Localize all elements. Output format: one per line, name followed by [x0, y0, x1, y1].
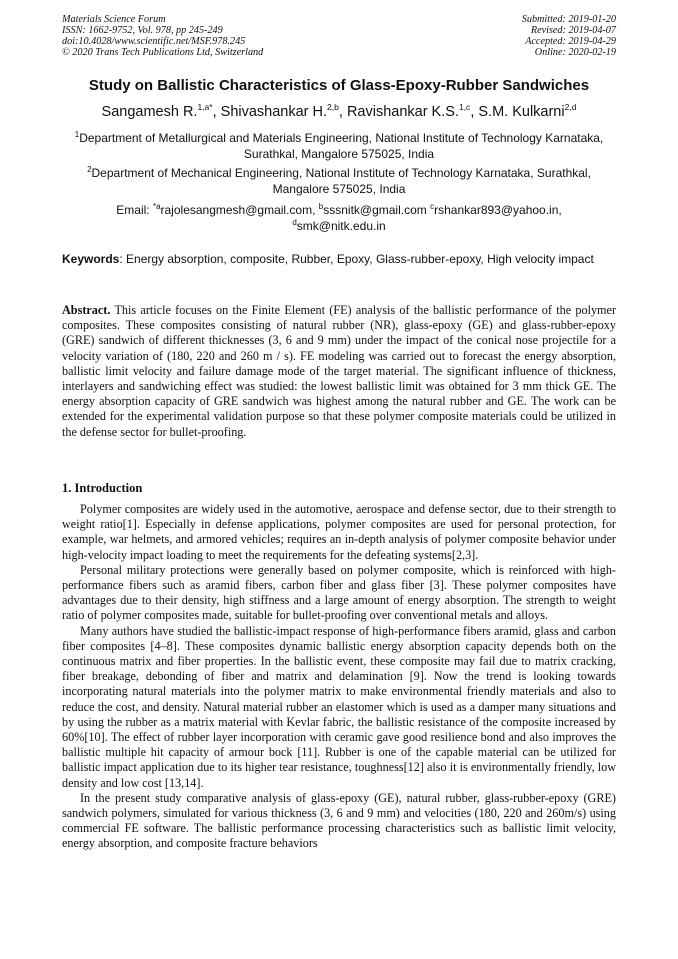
- author-affil-mark: 2,d: [564, 102, 577, 113]
- abstract: [62, 303, 616, 440]
- keywords-text: : Energy absorption, composite, Rubber, Epoxy, Glass-rubber-epoxy, High velocity impact: [119, 252, 594, 266]
- journal-info: [62, 14, 263, 58]
- email-block: [62, 203, 616, 234]
- journal-copyright: © 2020 Trans Tech Publications Ltd, Switzerland: [62, 47, 264, 58]
- email-mark: d: [292, 217, 297, 227]
- keywords-label: Keywords: [62, 252, 120, 266]
- author-affil-mark: 1,c: [458, 102, 471, 113]
- abstract-text: This article focuses on the Finite Element (FE) analysis of the ballistic performance of the polymer composites. These composites consisting of natural rubber (NR), glass-epoxy (GE) and glass-rubber-epoxy (GRE) sandwich of different thicknesses (3, 6 and 9 mm) under the impact of the conical nose projectile for a velocity variation of (180, 220 and 260 m / s). FE modeling was carried out to forecast the energy absorption, ballistic limit velocity and failure damage mode of the target material. The significant influence of thickness, interlayers and sandwiching effect was studied: the lowest ballistic limit was obtained for 3 mm thick GE. The energy absorption capacity of GRE sandwich was highest among the natural rubber and GE. The work can be extended for the experimental validation purpose so that these polymer composite materials could be utilized in the defense sector for bullet-proofing.: [62, 303, 616, 439]
- date-online: Online: 2020-02-19: [534, 47, 616, 58]
- body-paragraph: Many authors have studied the ballistic-impact response of high-performance fibers aramid, glass and carbon fiber composites [4–8]. These composites dynamic ballistic energy absorption capacity depends both on the continuous matrix and fiber properties. In the ballistic event, these composite may fail due to matrix cracking, fiber breakage, debonding of fiber and matrix and delamination [9]. Now the trend is looking towards incorporating natural materials into the polymer matrix to make environmental friendly materials and also to reduce the cost, and density. Natural material rubber an elastomer which is used as a damper many situations and by using the rubber as a matrix material with Kevlar fabric, the ballistic resistance of the composite increased by 60%[10]. The effect of rubber layer incorporation with ceramic gave good resilience bond and also improves the ballistic multiple hit capacity of armour bock [11]. Rubber is one of the capable material can be utilized for ballistic impact application due to its higher tear resistance, toughness[12] also it is environmentally friendly, low density and low cost [13,14].: [62, 623, 616, 790]
- journal-name: Materials Science Forum: [62, 14, 166, 25]
- affiliation-2: [62, 166, 616, 197]
- author-affil-mark: 1,a*: [197, 102, 213, 113]
- date-revised: Revised: 2019-04-07: [530, 25, 616, 36]
- email-mark: c: [430, 202, 435, 211]
- keywords: [62, 252, 616, 267]
- introduction-body: [62, 502, 616, 852]
- date-accepted: Accepted: 2019-04-29: [525, 36, 616, 47]
- body-paragraph: Polymer composites are widely used in the automotive, aerospace and defense sector, due to their strength to weight ratio[1]. Especially in defense applications, polymer composites are used for personal protection, for example, war helmets, and armored vehicles; requires an in-depth analysis of polymer composite behavior under high-velocity impact loading to meet the requirements for the defeating systems[2,3].: [62, 502, 616, 562]
- journal-doi: doi:10.4028/www.scientific.net/MSF.978.245: [62, 36, 246, 47]
- email-link[interactable]: rshankar893@yahoo.in,: [434, 203, 562, 217]
- abstract-label: Abstract.: [62, 303, 111, 317]
- author-name: S.M. Kulkarni: [478, 104, 565, 120]
- author-affil-mark: 2,b: [327, 102, 339, 113]
- email-link[interactable]: smk@nitk.edu.in: [296, 218, 386, 233]
- journal-issn: ISSN: 1662-9752, Vol. 978, pp 245-249: [62, 25, 223, 36]
- email-link[interactable]: rajolesangmesh@gmail.com,: [160, 203, 316, 217]
- date-submitted: Submitted: 2019-01-20: [521, 14, 616, 25]
- email-link[interactable]: sssnitk@gmail.com: [323, 203, 427, 217]
- author-list: Sangamesh R.$^{1,a*}$, Shivashankar H.$^{2,b}$, Ravishankar K.S.$^{1,c}$, S.M. Kulkarni$^{2,d}$: [101, 102, 577, 120]
- author-name: Shivashankar H.: [220, 104, 328, 120]
- email-mark: b: [318, 202, 324, 211]
- affiliation-text: Department of Mechanical Engineering, National Institute of Technology Karnataka, Surathkal, Mangalore 575025, India: [91, 166, 591, 196]
- affiliation-text: Department of Metallurgical and Materials Engineering, National Institute of Technology Karnataka, Surathkal, Mangalore 575025, India: [79, 131, 604, 161]
- body-paragraph: In the present study comparative analysis of glass-epoxy (GE), natural rubber, glass-rubber-epoxy (GRE) sandwich polymers, simulated for various thickness (3, 6 and 9 mm) and velocities (180, 220 and 260m/s) using commercial FE software. The ballistic performance processing characteristics such as ballistic limit velocity, energy absorption, and composite fracture behaviors: [62, 790, 616, 851]
- affiliation-mark: 2: [87, 165, 92, 174]
- email-mark: *a: [152, 202, 161, 211]
- affiliation-mark: 1: [74, 130, 80, 139]
- section-heading-introduction: 1. Introduction: [62, 481, 143, 495]
- paper-title: Study on Ballistic Characteristics of Glass-Epoxy-Rubber Sandwiches: [88, 77, 590, 94]
- body-paragraph: Personal military protections were generally based on polymer composite, which is reinforced with high-performance fibers such as aramid fibers, carbon fiber and glass fiber [3]. These polymer composites have advantages due to their density, high stiffness and a large amount of energy absorption. The strength to weight ratio of polymer composites made, suitable for bullet-proofing over conventional metals and alloys.: [62, 562, 616, 623]
- author-name: Sangamesh R.: [101, 104, 198, 120]
- affiliation-1: [62, 131, 616, 162]
- publication-dates: [522, 14, 616, 58]
- email-label: Email:: [116, 203, 150, 217]
- author-name: Ravishankar K.S.: [346, 104, 459, 120]
